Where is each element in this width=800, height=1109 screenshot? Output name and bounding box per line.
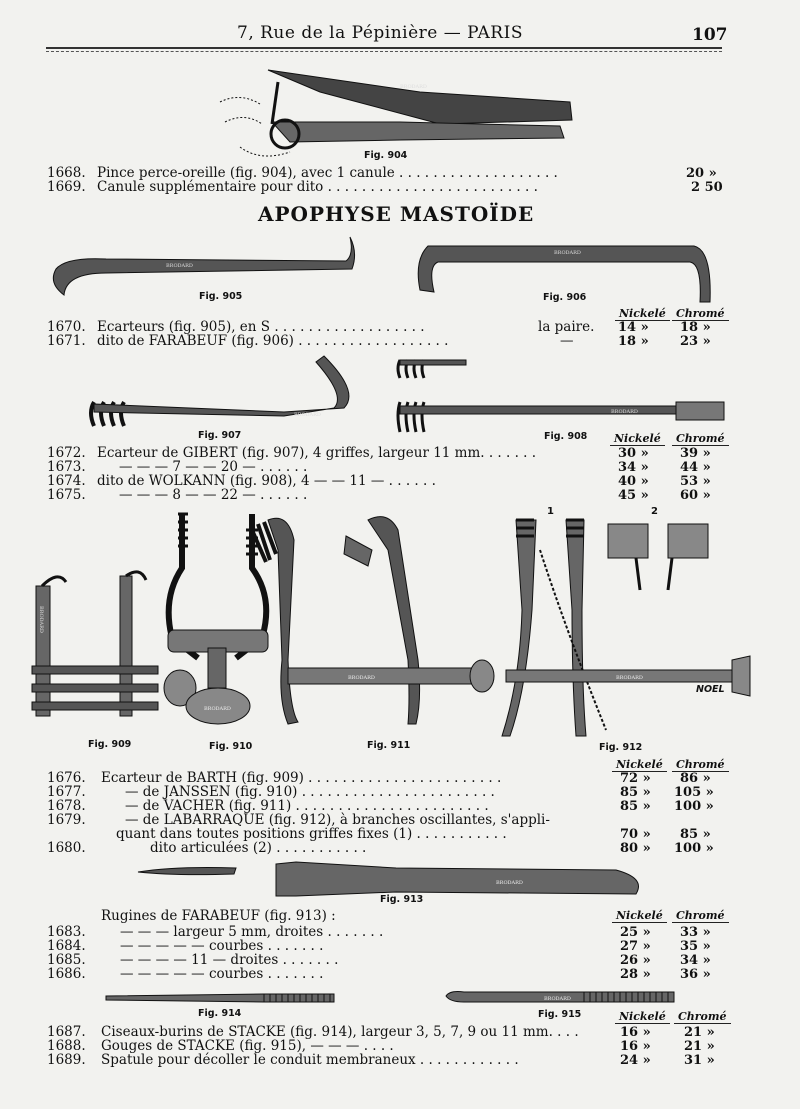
item-price-nickele: 16 » — [620, 1039, 651, 1054]
item-number: 1676. — [47, 770, 86, 786]
item-price-chrome: 100 » — [674, 799, 714, 814]
svg-text:BRODARD: BRODARD — [554, 250, 581, 256]
item-price-nickele: 14 » — [618, 320, 649, 335]
item-price-chrome: 21 » — [684, 1025, 715, 1040]
item-number: 1684. — [47, 938, 86, 954]
item-description: dito articulées (2) . . . . . . . . . . . — [150, 840, 367, 856]
item-description: Ciseaux-burins de STACKE (fig. 914), largeur 3, 5, 7, 9 ou 11 mm. . . . — [101, 1024, 579, 1040]
item-price-chrome: 100 » — [674, 841, 714, 856]
fig-911-illustration — [248, 510, 498, 740]
item-description: dito de WOLKANN (fig. 908), 4 — — 11 — . . . . . . — [97, 473, 436, 489]
fig-911-caption: Fig. 911 — [367, 740, 411, 751]
column-header-chrome: Chromé — [672, 307, 729, 321]
item-price-nickele: 40 » — [618, 474, 649, 489]
fig-904-illustration — [200, 62, 580, 162]
item-price-nickele: 30 » — [618, 446, 649, 461]
item-description: — — — — — courbes . . . . . . . — [120, 966, 324, 982]
item-description: Canule supplémentaire pour dito . . . . . . . . . . . . . . . . . . . . . . . . . — [97, 179, 538, 195]
fig-914-illustration — [104, 990, 336, 1006]
svg-text:BRODARD: BRODARD — [616, 675, 643, 681]
fig-907-illustration — [84, 352, 360, 432]
item-price-chrome: 39 » — [680, 446, 711, 461]
item-number: 1669. — [47, 179, 86, 195]
item-description: quant dans toutes positions griffes fixes (1) . . . . . . . . . . . — [116, 826, 507, 842]
item-price-nickele: 85 » — [620, 799, 651, 814]
item-description: — — — largeur 5 mm, droites . . . . . . . — [120, 924, 384, 940]
section-title: APOPHYSE MASTOÏDE — [258, 202, 535, 226]
fig-910-caption: Fig. 910 — [209, 741, 253, 752]
item-price-chrome: 33 » — [680, 925, 711, 940]
svg-text:BRODARD: BRODARD — [611, 409, 638, 415]
item-number: 1685. — [47, 952, 86, 968]
item-description: — — — — 11 — droites . . . . . . . — [120, 952, 339, 968]
item-description: Spatule pour décoller le conduit membraneux . . . . . . . . . . . . — [101, 1052, 519, 1068]
item-price-chrome: 86 » — [680, 771, 711, 786]
page-number: 107 — [692, 25, 728, 45]
group-title: Rugines de FARABEUF (fig. 913) : — [101, 908, 336, 924]
fig-908-caption: Fig. 908 — [544, 431, 588, 442]
item-price-chrome: 35 » — [680, 939, 711, 954]
item-description: Ecarteurs (fig. 905), en S . . . . . . . . . . . . . . . . . . — [97, 319, 425, 335]
item-price-chrome: 18 » — [680, 320, 711, 335]
header-rule-dashed — [46, 51, 722, 52]
item-number: 1675. — [47, 487, 86, 503]
noel-engraving: NOEL — [696, 684, 725, 695]
item-number: 1671. — [47, 333, 86, 349]
item-price-chrome: 53 » — [680, 474, 711, 489]
item-number: 1678. — [47, 798, 86, 814]
item-number: 1688. — [47, 1038, 86, 1054]
item-price-chrome: 60 » — [680, 488, 711, 503]
fig-912-part-2-label: 2 — [651, 506, 658, 517]
column-header-nickele: Nickelé — [610, 432, 665, 446]
svg-text:BRODARD: BRODARD — [166, 263, 193, 269]
item-price-nickele: 28 » — [620, 967, 651, 982]
item-price: 20 » — [686, 166, 717, 181]
item-price-nickele: 16 » — [620, 1025, 651, 1040]
svg-text:BRODARD: BRODARD — [496, 880, 523, 886]
svg-text:BRODARD: BRODARD — [294, 412, 321, 418]
item-description: Ecarteur de GIBERT (fig. 907), 4 griffes, largeur 11 mm. . . . . . . — [97, 445, 537, 461]
fig-912-part-1-label: 1 — [547, 506, 554, 517]
item-price-chrome: 85 » — [680, 827, 711, 842]
fig-905-caption: Fig. 905 — [199, 291, 243, 302]
item-number: 1683. — [47, 924, 86, 940]
fig-913-caption: Fig. 913 — [380, 894, 424, 905]
fig-914-caption: Fig. 914 — [198, 1008, 242, 1019]
item-price-nickele: 25 » — [620, 925, 651, 940]
item-number: 1677. — [47, 784, 86, 800]
svg-text:BRODARD: BRODARD — [400, 84, 427, 90]
column-header-nickele: Nickelé — [612, 758, 667, 772]
column-header-chrome: Chromé — [672, 758, 729, 772]
fig-907-caption: Fig. 907 — [198, 430, 242, 441]
svg-text:BRODARD: BRODARD — [348, 675, 375, 681]
item-number: 1673. — [47, 459, 86, 475]
item-number: 1679. — [47, 812, 86, 828]
page-header-title: 7, Rue de la Pépinière — PARIS — [237, 23, 523, 43]
fig-909-caption: Fig. 909 — [88, 739, 132, 750]
item-price-nickele: 85 » — [620, 785, 651, 800]
item-price-chrome: 21 » — [684, 1039, 715, 1054]
item-price-nickele: 70 » — [620, 827, 651, 842]
item-price-nickele: 34 » — [618, 460, 649, 475]
fig-915-caption: Fig. 915 — [538, 1009, 582, 1020]
item-unit: — — [560, 333, 574, 349]
item-description: — de JANSSEN (fig. 910) . . . . . . . . . . . . . . . . . . . . . . . — [125, 784, 495, 800]
fig-912-caption: Fig. 912 — [599, 742, 643, 753]
item-price: 2 50 — [691, 180, 723, 195]
item-price-nickele: 24 » — [620, 1053, 651, 1068]
fig-906-caption: Fig. 906 — [543, 292, 587, 303]
item-description: — — — 7 — — 20 — . . . . . . — [119, 459, 308, 475]
item-price-nickele: 45 » — [618, 488, 649, 503]
item-number: 1674. — [47, 473, 86, 489]
item-number: 1672. — [47, 445, 86, 461]
item-description: — de VACHER (fig. 911) . . . . . . . . . . . . . . . . . . . . . . . — [125, 798, 489, 814]
svg-text:BRODARD: BRODARD — [38, 606, 44, 633]
item-description: dito de FARABEUF (fig. 906) . . . . . . . . . . . . . . . . . . — [97, 333, 449, 349]
fig-912-illustration — [496, 510, 752, 740]
item-description: Pince perce-oreille (fig. 904), avec 1 canule . . . . . . . . . . . . . . . . . . . — [97, 165, 558, 181]
item-price-nickele: 72 » — [620, 771, 651, 786]
item-price-chrome: 105 » — [674, 785, 714, 800]
fig-915-illustration — [444, 988, 676, 1006]
item-price-chrome: 44 » — [680, 460, 711, 475]
item-number: 1686. — [47, 966, 86, 982]
item-unit: la paire. — [538, 319, 595, 335]
column-header-nickele: Nickelé — [615, 307, 670, 321]
item-price-nickele: 26 » — [620, 953, 651, 968]
item-price-chrome: 31 » — [684, 1053, 715, 1068]
item-price-nickele: 80 » — [620, 841, 651, 856]
column-header-nickele: Nickelé — [612, 909, 667, 923]
item-number: 1670. — [47, 319, 86, 335]
item-price-chrome: 23 » — [680, 334, 711, 349]
svg-text:BRODARD: BRODARD — [544, 996, 571, 1002]
column-header-chrome: Chromé — [672, 432, 729, 446]
item-description: — — — 8 — — 22 — . . . . . . — [119, 487, 308, 503]
column-header-chrome: Chromé — [674, 1010, 731, 1024]
item-number: 1680. — [47, 840, 86, 856]
header-rule — [46, 47, 722, 49]
fig-904-caption: Fig. 904 — [364, 150, 408, 161]
item-description: Ecarteur de BARTH (fig. 909) . . . . . . . . . . . . . . . . . . . . . . . — [101, 770, 502, 786]
item-description: — de LABARRAQUE (fig. 912), à branches oscillantes, s'appli- — [125, 812, 550, 828]
item-number: 1689. — [47, 1052, 86, 1068]
fig-908-illustration — [396, 354, 726, 438]
item-price-nickele: 18 » — [618, 334, 649, 349]
column-header-nickele: Nickelé — [615, 1010, 670, 1024]
item-description: — — — — — courbes . . . . . . . — [120, 938, 324, 954]
svg-text:BRODARD: BRODARD — [204, 706, 231, 712]
item-number: 1687. — [47, 1024, 86, 1040]
item-price-chrome: 36 » — [680, 967, 711, 982]
item-number: 1668. — [47, 165, 86, 181]
item-price-chrome: 34 » — [680, 953, 711, 968]
item-price-nickele: 27 » — [620, 939, 651, 954]
item-description: Gouges de STACKE (fig. 915), — — — . . . . — [101, 1038, 394, 1054]
column-header-chrome: Chromé — [672, 909, 729, 923]
